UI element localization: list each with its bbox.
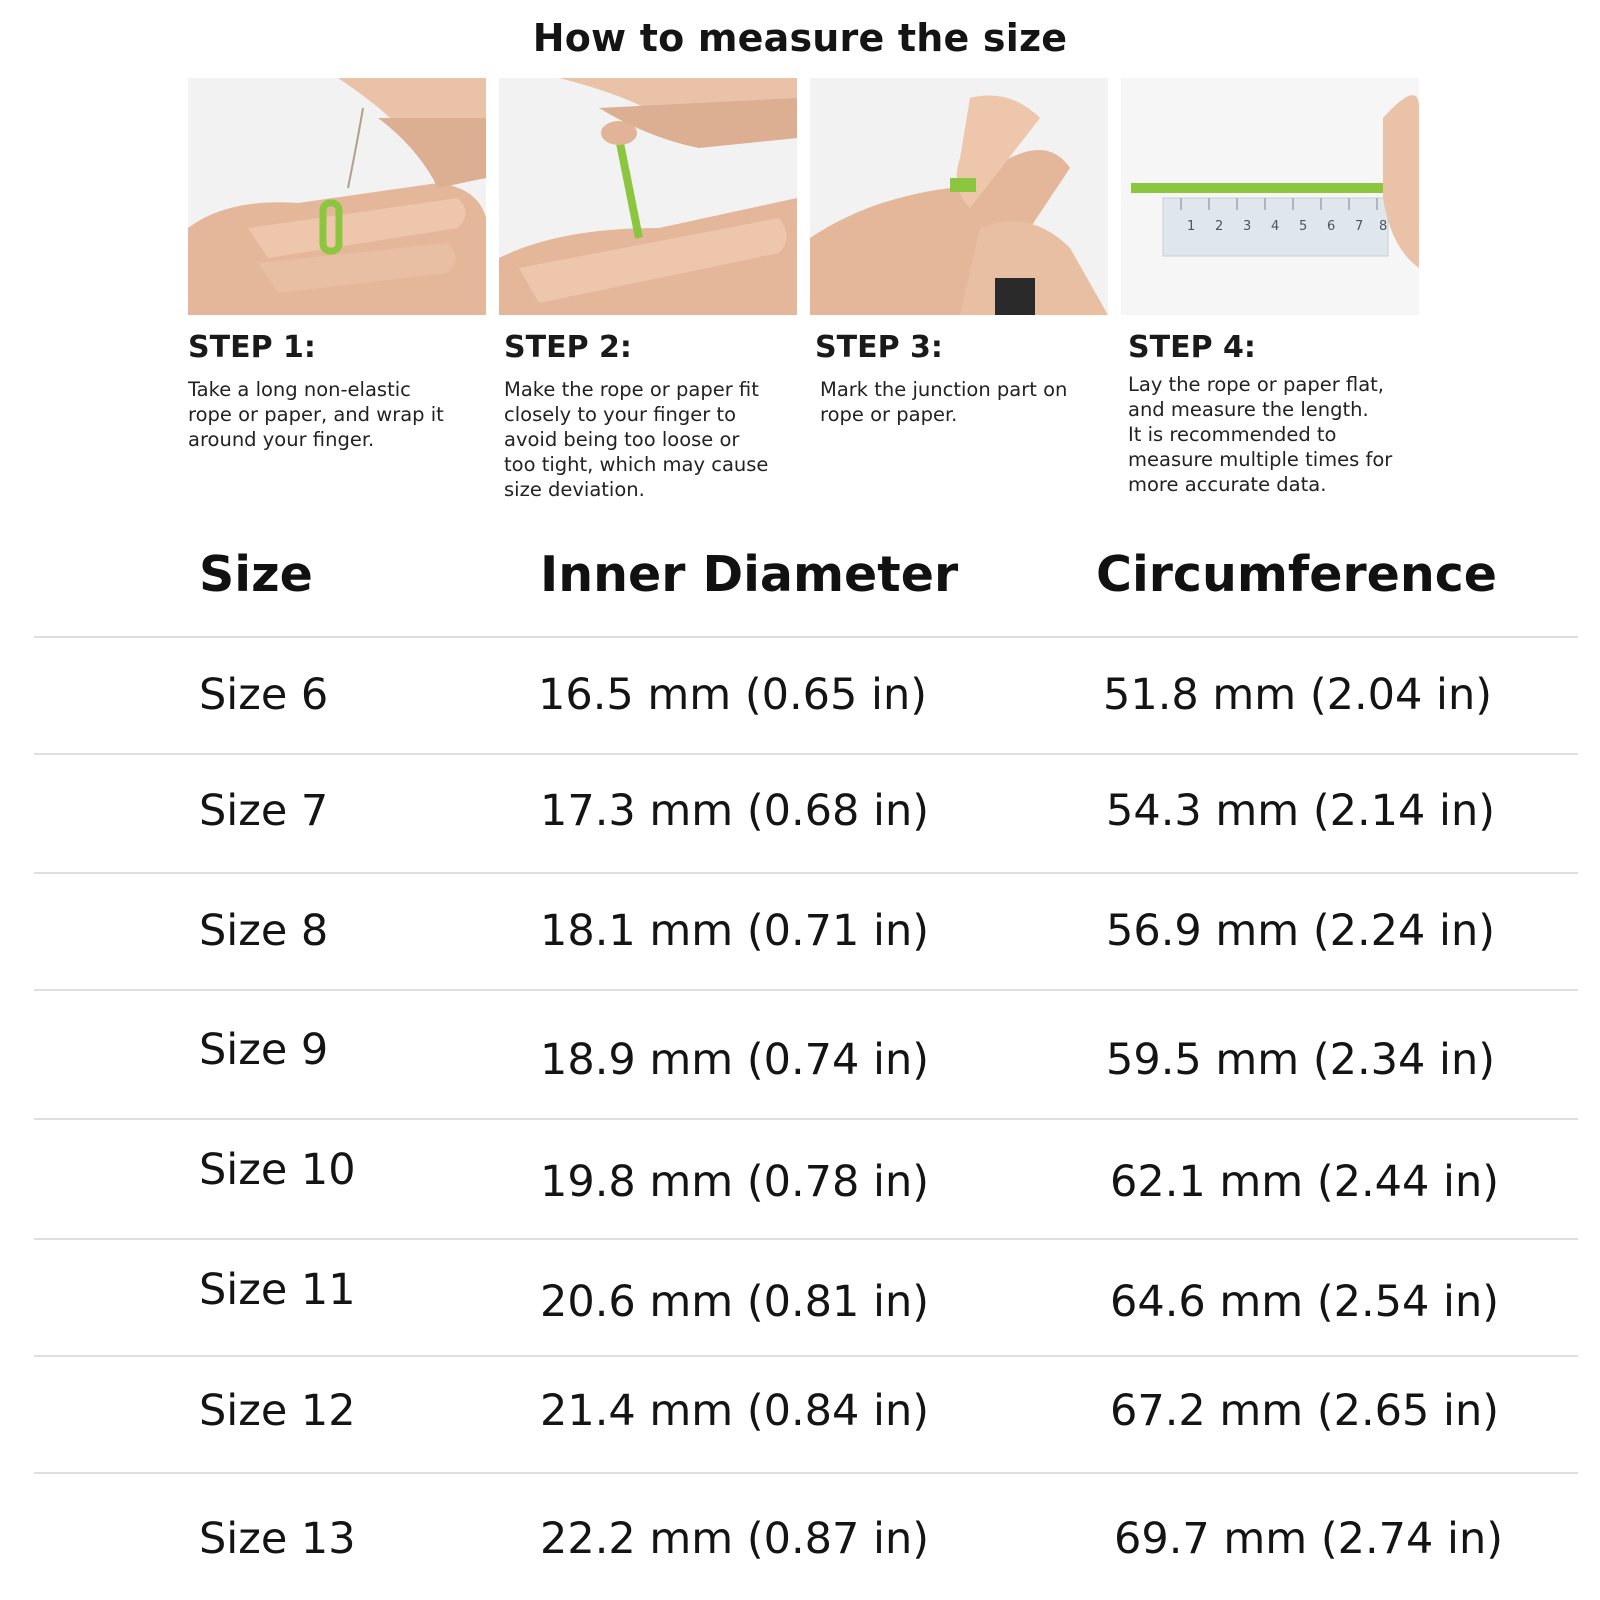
table-cell-inner-diameter: 21.4 mm (0.84 in) [540, 1386, 930, 1436]
table-cell-size: Size 7 [199, 786, 329, 836]
step-3-text: Mark the junction part on rope or paper. [820, 378, 1068, 426]
table-cell-size: Size 10 [199, 1145, 356, 1195]
table-cell-inner-diameter: 18.1 mm (0.71 in) [540, 906, 930, 956]
table-cell-size: Size 11 [199, 1265, 356, 1315]
step-2-photo [499, 78, 797, 315]
table-cell-circumference: 56.9 mm (2.24 in) [1106, 906, 1496, 956]
row-divider [34, 753, 1578, 755]
header-inner-diameter: Inner Diameter [540, 546, 959, 603]
table-cell-inner-diameter: 16.5 mm (0.65 in) [538, 670, 928, 720]
table-cell-inner-diameter: 22.2 mm (0.87 in) [540, 1514, 930, 1564]
table-cell-size: Size 6 [199, 670, 329, 720]
table-cell-circumference: 62.1 mm (2.44 in) [1110, 1157, 1500, 1207]
table-cell-inner-diameter: 20.6 mm (0.81 in) [540, 1277, 930, 1327]
ruler-mark: 8 [1379, 219, 1388, 234]
header-size: Size [199, 546, 313, 603]
row-divider [34, 1118, 1578, 1120]
table-cell-inner-diameter: 19.8 mm (0.78 in) [540, 1157, 930, 1207]
table-cell-circumference: 59.5 mm (2.34 in) [1106, 1035, 1496, 1085]
row-divider [34, 989, 1578, 991]
table-cell-inner-diameter: 18.9 mm (0.74 in) [540, 1035, 930, 1085]
table-cell-size: Size 12 [199, 1386, 356, 1436]
ruler-mark: 1 [1187, 219, 1196, 234]
table-cell-circumference: 54.3 mm (2.14 in) [1106, 786, 1496, 836]
row-divider [34, 1472, 1578, 1474]
ruler-mark: 6 [1327, 219, 1336, 234]
step-3-photo [810, 78, 1108, 315]
row-divider [34, 1238, 1578, 1240]
step-1-text: Take a long non-elastic rope or paper, and wrap it around your finger. [188, 378, 444, 451]
table-cell-circumference: 64.6 mm (2.54 in) [1110, 1277, 1500, 1327]
step-1-title: STEP 1: [188, 330, 316, 365]
step-4-photo [1121, 78, 1419, 315]
table-cell-inner-diameter: 17.3 mm (0.68 in) [540, 786, 930, 836]
step-4-text: Lay the rope or paper flat, and measure the length. It is recommended to measure multiple times for more accurate data. [1128, 373, 1393, 496]
ruler-mark: 2 [1215, 219, 1224, 234]
ruler-mark: 3 [1243, 219, 1252, 234]
step-2-text: Make the rope or paper fit closely to your finger to avoid being too loose or too tight, which may cause size deviation. [504, 378, 769, 501]
table-cell-circumference: 69.7 mm (2.74 in) [1114, 1514, 1504, 1564]
ruler-mark: 4 [1271, 219, 1280, 234]
step-4-title: STEP 4: [1128, 330, 1256, 365]
step-2-title: STEP 2: [504, 330, 632, 365]
table-cell-size: Size 13 [199, 1514, 356, 1564]
table-cell-circumference: 51.8 mm (2.04 in) [1103, 670, 1493, 720]
header-circumference: Circumference [1096, 546, 1498, 603]
row-divider [34, 636, 1578, 638]
page-title: How to measure the size [532, 16, 1068, 60]
ruler-mark: 5 [1299, 219, 1308, 234]
table-cell-size: Size 8 [199, 906, 329, 956]
step-3-title: STEP 3: [815, 330, 943, 365]
step-1-photo [188, 78, 486, 315]
row-divider [34, 872, 1578, 874]
ruler-mark: 7 [1355, 219, 1364, 234]
row-divider [34, 1355, 1578, 1357]
table-cell-size: Size 9 [199, 1025, 329, 1075]
table-cell-circumference: 67.2 mm (2.65 in) [1110, 1386, 1500, 1436]
